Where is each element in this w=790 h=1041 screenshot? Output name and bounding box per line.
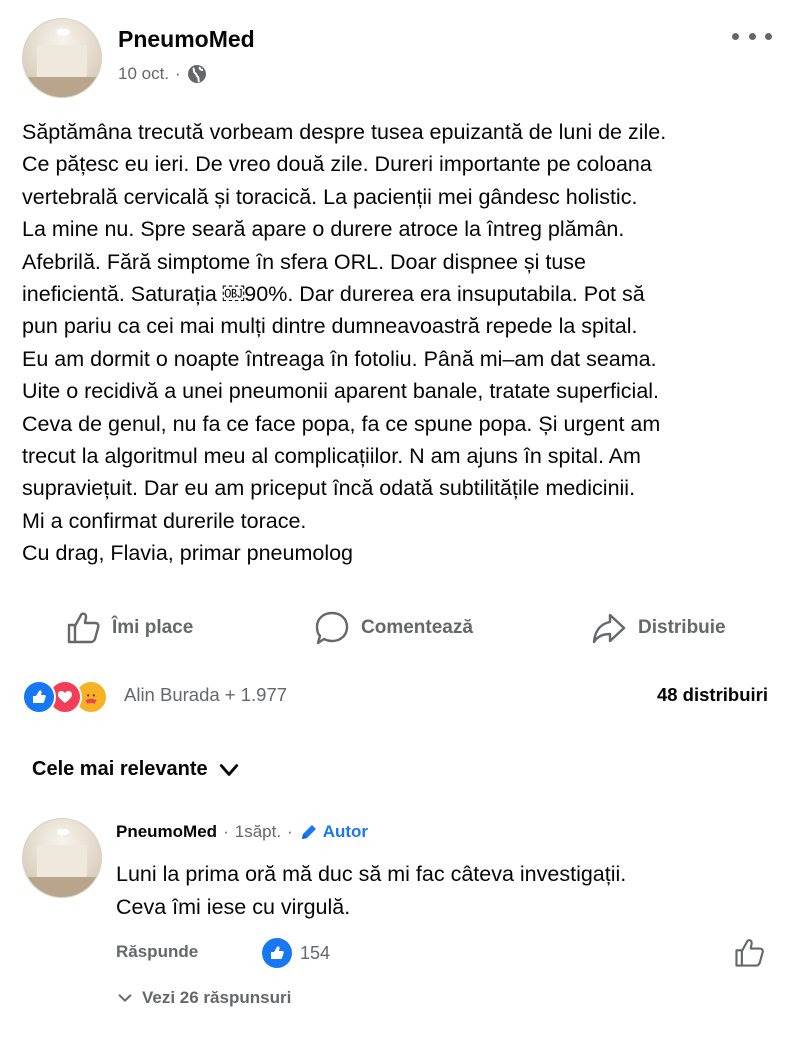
more-options-button[interactable] bbox=[732, 24, 772, 48]
like-reaction-icon bbox=[262, 938, 292, 968]
post-line: supraviețuit. Dar eu am priceput încă odată subtilitățile medicinii. bbox=[22, 476, 636, 501]
more-dot-icon bbox=[765, 33, 772, 40]
comment-sort-dropdown[interactable] bbox=[32, 758, 240, 781]
more-dot-icon bbox=[732, 33, 739, 40]
post-line: Ce pățesc eu ieri. De vreo două zile. Dureri importante pe coloana bbox=[22, 152, 652, 177]
share-arrow-icon bbox=[590, 609, 628, 647]
post-line: Uite o recidivă a unei pneumonii aparent banale, tratate superficial. bbox=[22, 379, 660, 404]
avatar-lamp bbox=[57, 29, 69, 35]
share-button[interactable] bbox=[590, 606, 726, 650]
post-line: pun pariu ca cei mai mulți dintre dumneavoastră repede la spital. bbox=[22, 314, 638, 339]
comment-line: Luni la prima oră mă duc să mi fac câteva investigații. bbox=[116, 862, 627, 886]
post-line: Eu am dormit o noapte întreaga în fotoliu. Până mi–am dat seama. bbox=[22, 346, 657, 371]
comment-text bbox=[116, 858, 626, 924]
comment-line: Ceva îmi iese cu virgulă. bbox=[116, 895, 351, 919]
like-label: Îmi place bbox=[112, 617, 194, 638]
reactions-count[interactable]: Alin Burada + 1.977 bbox=[124, 684, 288, 705]
reaction-icons[interactable] bbox=[22, 680, 118, 712]
page-avatar[interactable] bbox=[22, 18, 102, 98]
comment-reactions[interactable] bbox=[262, 938, 330, 968]
globe-icon bbox=[187, 64, 207, 84]
thumbs-up-icon bbox=[64, 609, 102, 647]
post-line: vertebrală cervicală și toracică. La pacienții mei gândesc holistic. bbox=[22, 184, 638, 209]
comment-actions bbox=[116, 936, 766, 972]
avatar-lamp bbox=[57, 829, 69, 835]
author-badge-label: Autor bbox=[322, 822, 369, 841]
comment-button[interactable] bbox=[313, 606, 473, 650]
shares-count[interactable]: 48 distribuiri bbox=[656, 684, 768, 705]
view-replies-button[interactable] bbox=[116, 988, 291, 1008]
post-line: ineficientă. Saturația ￼90%. Dar durerea era insuputabila. Pot să bbox=[22, 282, 645, 307]
comment-avatar[interactable] bbox=[22, 818, 102, 898]
meta-separator: · bbox=[175, 64, 181, 83]
post-line: Cu drag, Flavia, primar pneumolog bbox=[22, 541, 354, 566]
comment-like-count: 154 bbox=[300, 942, 331, 963]
comment-separator: · bbox=[223, 822, 229, 841]
view-replies-label: Vezi 26 răspunsuri bbox=[142, 988, 292, 1007]
avatar-wall bbox=[37, 845, 87, 879]
post-meta bbox=[118, 64, 207, 84]
comment-time[interactable]: 1săpt. bbox=[234, 822, 282, 841]
post-line: trecut la algoritmul meu al complicațiilor. N am ajuns în spital. Am bbox=[22, 444, 641, 469]
author-badge bbox=[299, 822, 368, 842]
comment-separator: · bbox=[287, 822, 293, 841]
avatar-floor bbox=[23, 77, 101, 97]
like-reaction-icon bbox=[22, 680, 56, 714]
avatar-wall bbox=[37, 45, 87, 79]
post-date[interactable]: 10 oct. bbox=[118, 64, 170, 83]
post-line: La mine nu. Spre seară apare o durere atroce la întreg plămân. bbox=[22, 217, 625, 242]
post-line: Afebrilă. Fără simptome în sfera ORL. Doar dispnee și tuse bbox=[22, 249, 587, 274]
comment-author[interactable]: PneumoMed bbox=[116, 822, 218, 841]
post-action-bar bbox=[0, 606, 790, 650]
post-line: Ceva de genul, nu fa ce face popa, fa ce spune popa. Și urgent am bbox=[22, 411, 661, 436]
comment-label: Comentează bbox=[361, 617, 473, 638]
thumbs-up-icon[interactable] bbox=[732, 936, 766, 970]
share-label: Distribuie bbox=[638, 617, 726, 638]
speech-bubble-icon bbox=[313, 609, 351, 647]
chevron-down-icon bbox=[218, 759, 240, 781]
comment-header bbox=[116, 822, 368, 842]
post-line: Săptămâna trecută vorbeam despre tusea epuizantă de luni de zile. bbox=[22, 120, 667, 144]
post-text bbox=[22, 116, 782, 570]
avatar-floor bbox=[23, 877, 101, 897]
reactions-summary bbox=[22, 678, 768, 714]
like-button[interactable] bbox=[64, 606, 193, 650]
pencil-icon bbox=[299, 822, 319, 842]
reply-button[interactable]: Răspunde bbox=[116, 942, 199, 961]
page-name[interactable]: PneumoMed bbox=[118, 26, 255, 52]
more-dot-icon bbox=[749, 33, 756, 40]
chevron-down-icon bbox=[116, 989, 134, 1007]
sort-label: Cele mai relevante bbox=[32, 758, 208, 780]
post-line: Mi a confirmat durerile torace. bbox=[22, 508, 307, 533]
post-header bbox=[22, 18, 772, 98]
